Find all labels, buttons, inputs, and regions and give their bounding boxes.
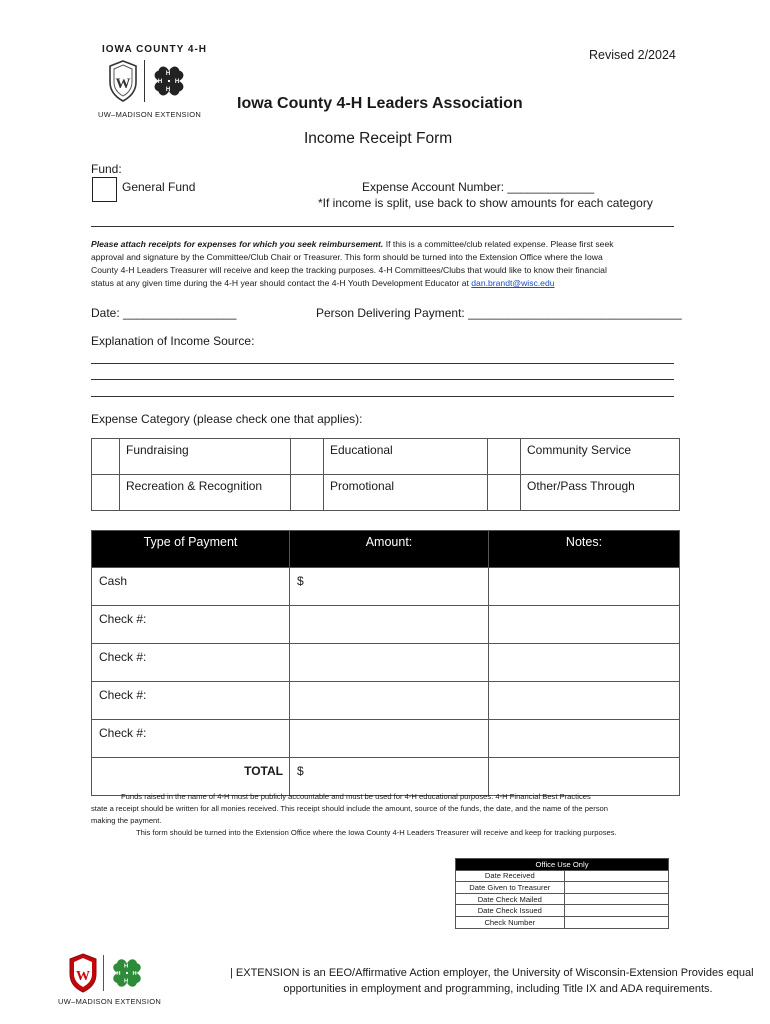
explanation-label: Explanation of Income Source: [91,334,255,348]
notice-text-1: If this is a committee/club related expense. Please first seek [383,239,614,249]
table-row [92,720,680,758]
person-delivering-field[interactable]: Person Delivering Payment: ________________________________ [316,306,682,320]
category-checkbox-other[interactable] [488,475,521,511]
footer-note-line-2: state a receipt should be written for all monies received. This receipt should include the amount, source of the funds, the date, and the name of the person [91,804,608,813]
payment-amount-cell[interactable] [290,682,489,720]
office-row-value[interactable] [564,893,668,905]
svg-text:H: H [116,970,121,977]
category-checkbox-promotional[interactable] [291,475,324,511]
category-label-educational: Educational [324,439,488,475]
table-row [92,606,680,644]
office-row-label: Date Check Issued [456,905,565,917]
office-row-label: Date Given to Treasurer [456,882,565,894]
office-row-value[interactable] [564,916,668,928]
revised-date: Revised 2/2024 [589,48,676,62]
office-use-title: Office Use Only [456,859,669,871]
uw-crest-color-icon [68,953,98,993]
table-row [456,916,669,928]
payment-notes-cell[interactable] [489,720,680,758]
category-checkbox-recreation[interactable] [92,475,120,511]
payment-notes-cell[interactable] [489,644,680,682]
logo-title: IOWA COUNTY 4-H [102,44,208,55]
clover-green-icon [107,953,147,993]
table-row [92,568,680,606]
logo-divider [144,60,145,102]
footer-note-line-1: Funds raised in the name of 4-H must be publicly accountable and must be used for 4-H educational purposes. 4-H Financial Best Practices [121,792,591,801]
footer-logo-divider [103,955,104,991]
notice-line-2: approval and signature by the Committee/Club Chair or Treasurer. This form should be turned into the Extension Office where the Iowa [91,252,603,262]
payment-type-cell: Check #: [92,720,290,758]
fund-label: Fund: [91,162,122,176]
total-row [92,758,680,796]
svg-text:H: H [165,71,171,77]
svg-text:W: W [76,969,90,984]
footer-logo-subtitle: UW–MADISON EXTENSION [58,997,162,1006]
payment-type-cell: Check #: [92,644,290,682]
notice-line-3: County 4-H Leaders Treasurer will receive and keep the tracking purposes. 4-H Committees/Clubs that would like to know their financial [91,265,607,275]
category-label-community: Community Service [521,439,680,475]
payment-header-row [92,531,680,568]
office-row-label: Date Received [456,870,565,882]
header-type-of-payment: Type of Payment [92,531,290,568]
payment-type-cell: Cash [92,568,290,606]
office-use-table [455,858,669,929]
svg-text:H: H [123,963,129,970]
explanation-line-3[interactable] [91,396,674,397]
footer-logo [58,953,162,1009]
office-row-value[interactable] [564,870,668,882]
table-row [456,870,669,882]
category-label-promotional: Promotional [324,475,488,511]
svg-text:H: H [165,87,171,93]
table-row [92,682,680,720]
educator-email-link[interactable]: dan.brandt@wisc.edu [471,278,555,288]
office-row-value[interactable] [564,905,668,917]
office-header-row [456,859,669,871]
payment-notes-cell[interactable] [489,606,680,644]
form-title: Income Receipt Form [304,130,453,147]
total-label: TOTAL [92,758,290,796]
svg-text:W: W [115,76,131,92]
split-note: *If income is split, use back to show amounts for each category [318,196,653,210]
category-checkbox-community[interactable] [488,439,521,475]
expense-account-field[interactable]: Expense Account Number: _____________ [362,180,595,194]
payment-type-cell: Check #: [92,682,290,720]
category-row [92,475,680,511]
category-label-recreation: Recreation & Recognition [120,475,291,511]
table-row [456,893,669,905]
logo-subtitle: UW–MADISON EXTENSION [98,110,202,119]
notice-line-4: status at any given time during the 4-H year should contact the 4-H Youth Development Educator at [91,278,472,288]
payment-amount-cell[interactable] [290,644,489,682]
payment-notes-cell[interactable] [489,682,680,720]
category-label: Expense Category (please check one that applies): [91,412,363,426]
eeo-statement [230,965,754,997]
office-row-value[interactable] [564,882,668,894]
total-amount-cell[interactable]: $ [290,758,489,796]
table-row [456,882,669,894]
header-amount: Amount: [290,531,489,568]
explanation-line-1[interactable] [91,363,674,364]
payment-amount-cell[interactable] [290,606,489,644]
payment-amount-cell[interactable] [290,720,489,758]
divider-line [91,226,674,227]
office-row-label: Date Check Mailed [456,893,565,905]
explanation-line-2[interactable] [91,379,674,380]
general-fund-label: General Fund [122,180,196,194]
category-label-fundraising: Fundraising [120,439,291,475]
clover-icon [148,60,190,102]
category-checkbox-educational[interactable] [291,439,324,475]
eeo-line-2: opportunities in employment and programming, including Title IX and ADA requirements. [283,983,713,995]
footer-note-line-3: making the payment. [91,816,162,825]
category-row [92,439,680,475]
eeo-line-1: | EXTENSION is an EEO/Affirmative Action employer, the University of Wisconsin-Extension Provides equal [230,967,754,979]
svg-text:H: H [132,970,137,977]
footer-note-line-4: This form should be turned into the Extension Office where the Iowa County 4-H Leaders Treasurer will receive and keep for tracking purposes. [136,828,617,837]
notice-bold: Please attach receipts for expenses for which you seek reimbursement. [91,239,384,249]
category-label-other: Other/Pass Through [521,475,680,511]
payment-table [91,530,680,796]
category-checkbox-fundraising[interactable] [92,439,120,475]
uw-crest-icon [108,60,138,102]
footer-notes [91,791,691,839]
payment-type-cell: Check #: [92,606,290,644]
table-row [92,644,680,682]
general-fund-checkbox[interactable] [92,177,117,202]
category-table [91,438,680,511]
notice-paragraph [91,238,681,290]
total-notes-cell[interactable] [489,758,680,796]
svg-text:H: H [123,978,129,985]
office-row-label: Check Number [456,916,565,928]
header-notes: Notes: [489,531,680,568]
table-row [456,905,669,917]
svg-text:H: H [174,79,180,85]
payment-notes-cell[interactable] [489,568,680,606]
date-field[interactable]: Date: _________________ [91,306,237,320]
org-title: Iowa County 4-H Leaders Association [237,95,523,112]
payment-amount-cell[interactable]: $ [290,568,489,606]
svg-text:H: H [157,79,163,85]
header-logo [98,44,208,120]
